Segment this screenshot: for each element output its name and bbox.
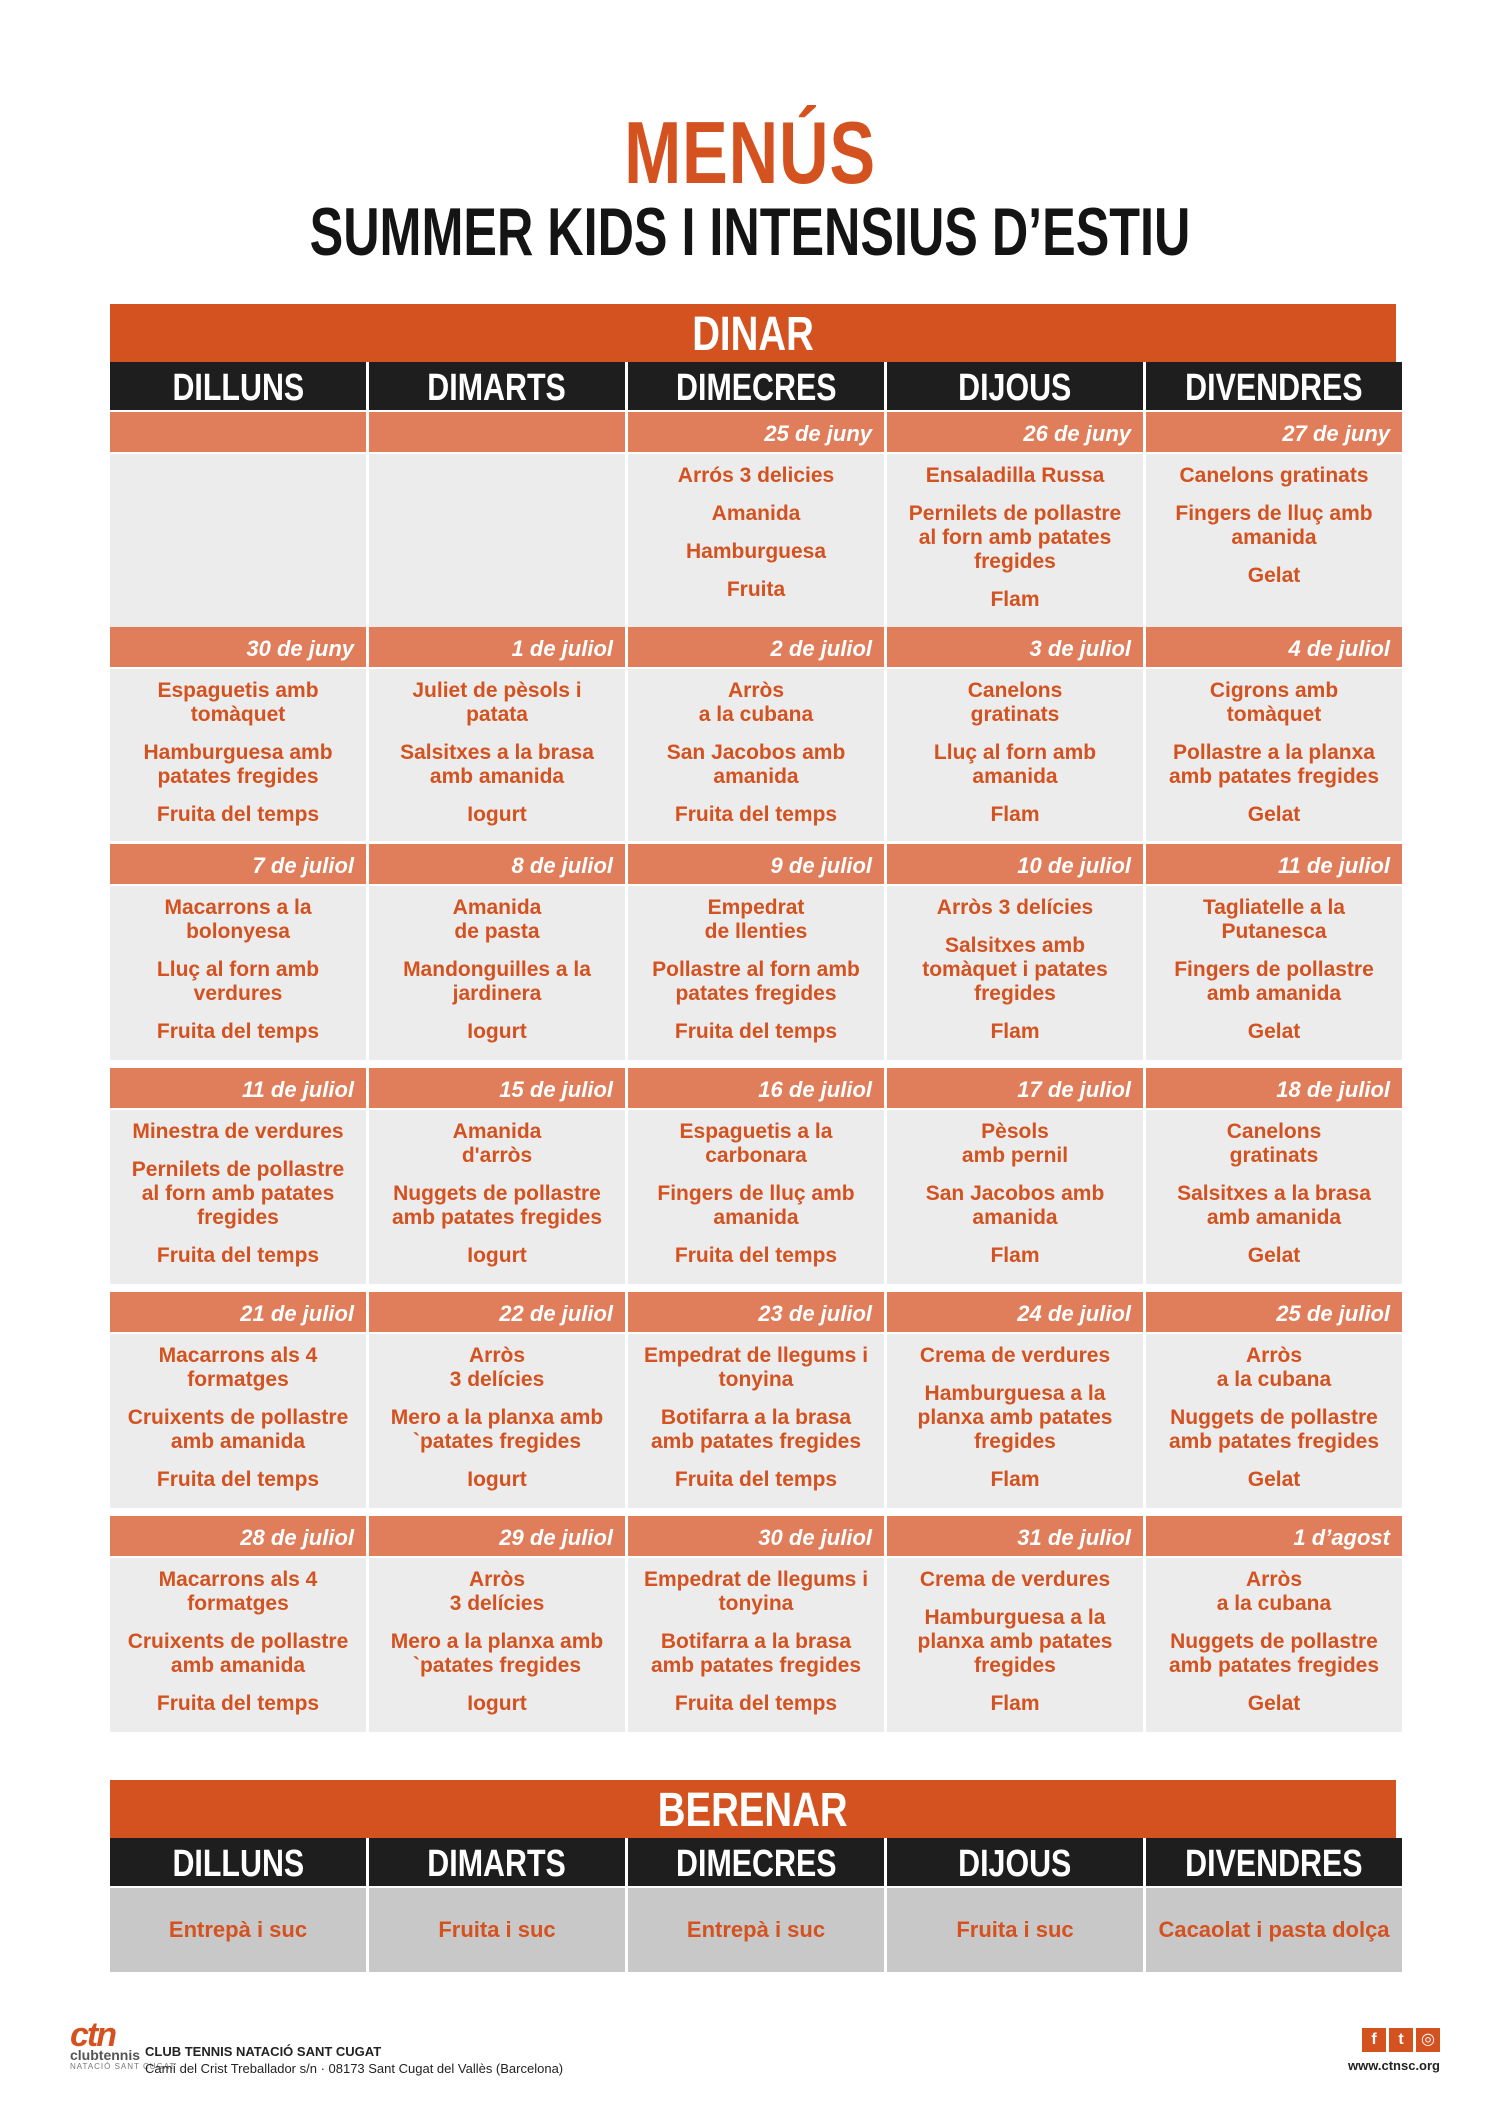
menu-item: Fingers de lluç amb amanida: [1175, 502, 1373, 549]
date-cell: [628, 627, 884, 667]
date-label: 16 de juliol: [758, 1077, 872, 1102]
date-cell: [110, 844, 366, 884]
snack-item: Entrepà i suc: [628, 1888, 884, 1972]
date-label: 29 de juliol: [499, 1525, 613, 1550]
date-cell: [1146, 1068, 1402, 1108]
facebook-icon[interactable]: f: [1362, 2028, 1386, 2052]
menu-cell: [887, 1110, 1143, 1284]
date-label: 27 de juny: [1282, 421, 1390, 446]
menu-item: Fruita del temps: [156, 1244, 320, 1267]
menu-item: Flam: [990, 1468, 1040, 1491]
menu-item: Crema de verdures: [919, 1568, 1111, 1591]
date-label: 8 de juliol: [511, 853, 613, 878]
menu-item: Fruita del temps: [156, 1692, 320, 1715]
menu-item: Mero a la planxa amb `patates fregides: [390, 1406, 604, 1453]
club-logo: ctn clubtennis NATACIÓ SANT CUGAT: [70, 2016, 176, 2071]
day-label: DIMECRES: [675, 1843, 837, 1885]
date-cell: [887, 627, 1143, 667]
date-cell: [110, 1068, 366, 1108]
page-subtitle: SUMMER KIDS I INTENSIUS D’ESTIU: [309, 194, 1191, 270]
day-label: DILLUNS: [172, 1843, 304, 1885]
date-label: 3 de juliol: [1029, 636, 1131, 661]
menu-item: Fruita del temps: [674, 803, 838, 826]
date-label: 17 de juliol: [1017, 1077, 1131, 1102]
snack-item: Cacaolat i pasta dolça: [1146, 1888, 1402, 1972]
date-label: 30 de juny: [246, 636, 354, 661]
date-label: 4 de juliol: [1288, 636, 1390, 661]
date-label: 7 de juliol: [252, 853, 354, 878]
menu-item: Empedrat de llegums i tonyina: [643, 1568, 869, 1615]
menu-cell: [1146, 1558, 1402, 1732]
date-cell: [110, 1292, 366, 1332]
menu-item: Hamburguesa amb patates fregides: [143, 741, 333, 788]
menu-cell: [628, 1334, 884, 1508]
menu-item: San Jacobos amb amanida: [666, 741, 846, 788]
date-label: 22 de juliol: [499, 1301, 613, 1326]
menu-item: Cigrons amb tomàquet: [1209, 679, 1339, 726]
menu-cell: [1146, 454, 1402, 628]
date-label: 30 de juliol: [758, 1525, 872, 1550]
date-label: 11 de juliol: [241, 1077, 354, 1102]
date-cell: [887, 844, 1143, 884]
menu-cell: [628, 454, 884, 628]
date-label: 28 de juliol: [240, 1525, 354, 1550]
date-cell: [369, 1292, 625, 1332]
date-cell: [369, 1068, 625, 1108]
menu-item: Lluç al forn amb verdures: [156, 958, 320, 1005]
menu-item: Empedrat de llenties: [704, 896, 808, 943]
date-cell: [628, 1516, 884, 1556]
day-header: [110, 1838, 366, 1886]
menu-item: Gelat: [1247, 1244, 1301, 1267]
day-header: [628, 362, 884, 410]
day-label: DIMARTS: [427, 367, 567, 409]
menu-item: Mero a la planxa amb `patates fregides: [390, 1630, 604, 1677]
menu-item: Iogurt: [467, 803, 527, 826]
date-cell: [110, 412, 366, 452]
day-header: [1146, 1838, 1402, 1886]
menu-cell: [887, 669, 1143, 841]
menu-cell: [628, 886, 884, 1060]
day-header: [110, 362, 366, 410]
menu-cell: [110, 454, 366, 628]
menu-item: Macarrons a la bolonyesa: [164, 896, 312, 943]
menu-item: Pernilets de pollastre al forn amb patates fregides: [131, 1158, 345, 1229]
menu-cell: [110, 669, 366, 841]
date-cell: [628, 844, 884, 884]
menu-cell: [369, 669, 625, 841]
menu-item: Arròs 3 delícies: [449, 1568, 545, 1615]
day-label: DIMECRES: [675, 367, 837, 409]
day-label: DIMARTS: [427, 1843, 567, 1885]
date-cell: [110, 627, 366, 667]
menu-item: Pollastre a la planxa amb patates fregides: [1168, 741, 1380, 788]
lunch-menu-table: [110, 362, 1400, 1732]
date-label: 1 de juliol: [511, 636, 613, 661]
snack-menu-table: [110, 1838, 1400, 1988]
date-cell: [369, 844, 625, 884]
date-cell: [628, 1068, 884, 1108]
menu-item: Amanida d'arròs: [452, 1120, 542, 1167]
menu-item: Botifarra a la brasa amb patates fregides: [650, 1630, 862, 1677]
menu-item: Fruita del temps: [156, 1020, 320, 1043]
menu-item: Macarrons als 4 formatges: [158, 1344, 318, 1391]
date-cell: [887, 1068, 1143, 1108]
menu-cell: [369, 454, 625, 628]
club-name: CLUB TENNIS NATACIÓ SANT CUGAT: [145, 2044, 382, 2059]
menu-item: Fruita del temps: [674, 1020, 838, 1043]
date-label: 15 de juliol: [499, 1077, 613, 1102]
date-label: 21 de juliol: [240, 1301, 354, 1326]
menu-item: Flam: [990, 803, 1040, 826]
menu-cell: [369, 1558, 625, 1732]
menu-item: Canelons gratinats: [1226, 1120, 1322, 1167]
date-cell: [369, 412, 625, 452]
day-header: [369, 362, 625, 410]
menu-cell: [1146, 669, 1402, 841]
menu-item: Salsitxes a la brasa amb amanida: [400, 741, 594, 788]
social-links: [1348, 2028, 1440, 2073]
snack-header: BERENAR: [110, 1780, 1396, 1838]
menu-cell: [369, 1334, 625, 1508]
menu-item: Pernilets de pollastre al forn amb patates fregides: [908, 502, 1122, 573]
date-cell: [628, 412, 884, 452]
menu-item: Arròs 3 delícies: [449, 1344, 545, 1391]
date-cell: [887, 1292, 1143, 1332]
day-header: [887, 1838, 1143, 1886]
menu-item: Iogurt: [467, 1020, 527, 1043]
date-label: 10 de juliol: [1017, 853, 1131, 878]
twitter-icon[interactable]: t: [1389, 2028, 1413, 2052]
menu-item: Hamburguesa a la planxa amb patates fregides: [917, 1382, 1113, 1453]
menu-item: Salsitxes a la brasa amb amanida: [1177, 1182, 1371, 1229]
menu-item: Gelat: [1247, 803, 1301, 826]
page-title: MENÚS: [624, 103, 876, 202]
menu-item: Fruita: [726, 578, 786, 601]
day-label: DIVENDRES: [1185, 1843, 1363, 1885]
menu-item: Arròs 3 delícies: [936, 896, 1094, 919]
date-label: 2 de juliol: [770, 636, 872, 661]
website-link[interactable]: www.ctnsc.org: [1348, 2058, 1440, 2073]
menu-item: Lluç al forn amb amanida: [933, 741, 1097, 788]
menu-item: Flam: [990, 1020, 1040, 1043]
menu-cell: [110, 1110, 366, 1284]
menu-cell: [628, 1110, 884, 1284]
date-cell: [1146, 627, 1402, 667]
menu-cell: [110, 1334, 366, 1508]
menu-item: Nuggets de pollastre amb patates fregides: [391, 1182, 603, 1229]
menu-item: Tagliatelle a la Putanesca: [1202, 896, 1345, 943]
date-cell: [1146, 1516, 1402, 1556]
date-cell: [369, 627, 625, 667]
menu-cell: [1146, 1110, 1402, 1284]
menu-item: Crema de verdures: [919, 1344, 1111, 1367]
day-header: [887, 362, 1143, 410]
date-cell: [1146, 844, 1402, 884]
date-label: 25 de juny: [764, 421, 872, 446]
day-label: DIVENDRES: [1185, 367, 1363, 409]
club-address: Camí del Crist Treballador s/n · 08173 Sant Cugat del Vallès (Barcelona): [145, 2061, 564, 2076]
date-cell: [1146, 1292, 1402, 1332]
date-cell: [628, 1292, 884, 1332]
menu-item: Gelat: [1247, 1020, 1301, 1043]
menu-item: Arròs a la cubana: [1216, 1344, 1332, 1391]
menu-item: Nuggets de pollastre amb patates fregides: [1168, 1406, 1380, 1453]
date-label: 24 de juliol: [1017, 1301, 1131, 1326]
date-cell: [110, 1516, 366, 1556]
menu-item: Salsitxes amb tomàquet i patates fregides: [922, 934, 1108, 1005]
menu-item: Nuggets de pollastre amb patates fregides: [1168, 1630, 1380, 1677]
day-header: [1146, 362, 1402, 410]
menu-item: Flam: [990, 1692, 1040, 1715]
menu-cell: [369, 886, 625, 1060]
menu-item: Iogurt: [467, 1244, 527, 1267]
day-label: DILLUNS: [172, 367, 304, 409]
snack-item: Entrepà i suc: [110, 1888, 366, 1972]
menu-item: Juliet de pèsols i patata: [412, 679, 582, 726]
date-cell: [369, 1516, 625, 1556]
menu-item: Espaguetis a la carbonara: [679, 1120, 833, 1167]
menu-cell: [628, 669, 884, 841]
menu-item: Amanida de pasta: [452, 896, 542, 943]
menu-item: Gelat: [1247, 564, 1301, 587]
menu-item: Fruita del temps: [156, 803, 320, 826]
menu-cell: [887, 1334, 1143, 1508]
menu-cell: [110, 886, 366, 1060]
menu-cell: [887, 886, 1143, 1060]
date-cell: [887, 412, 1143, 452]
snack-item: Fruita i suc: [887, 1888, 1143, 1972]
date-label: 26 de juny: [1023, 421, 1131, 446]
menu-item: Fruita del temps: [156, 1468, 320, 1491]
day-header: [628, 1838, 884, 1886]
menu-item: Iogurt: [467, 1468, 527, 1491]
menu-item: Fingers de pollastre amb amanida: [1174, 958, 1374, 1005]
menu-item: Espaguetis amb tomàquet: [157, 679, 319, 726]
menu-cell: [628, 1558, 884, 1732]
menu-item: Minestra de verdures: [132, 1120, 344, 1143]
club-address-block: [145, 2043, 563, 2077]
menu-cell: [110, 1558, 366, 1732]
date-label: 31 de juliol: [1017, 1525, 1131, 1550]
menu-cell: [1146, 1334, 1402, 1508]
menu-item: Fruita del temps: [674, 1692, 838, 1715]
menu-item: Hamburguesa a la planxa amb patates fregides: [917, 1606, 1113, 1677]
day-label: DIJOUS: [958, 1843, 1072, 1885]
menu-cell: [369, 1110, 625, 1284]
date-label: 9 de juliol: [770, 853, 872, 878]
menu-item: Amanida: [711, 502, 801, 525]
date-label: 25 de juliol: [1276, 1301, 1390, 1326]
date-label: 18 de juliol: [1276, 1077, 1390, 1102]
menu-item: Gelat: [1247, 1468, 1301, 1491]
menu-item: Ensaladilla Russa: [925, 464, 1105, 487]
menu-cell: [887, 454, 1143, 628]
menu-item: Cruixents de pollastre amb amanida: [127, 1630, 349, 1677]
date-label: 11 de juliol: [1277, 853, 1390, 878]
menu-item: San Jacobos amb amanida: [925, 1182, 1105, 1229]
menu-cell: [1146, 886, 1402, 1060]
menu-cell: [887, 1558, 1143, 1732]
menu-item: Canelons gratinats: [1179, 464, 1369, 487]
menu-item: Mandonguilles a la jardinera: [403, 958, 591, 1005]
menu-item: Canelons gratinats: [967, 679, 1063, 726]
lunch-header: DINAR: [110, 304, 1396, 362]
menu-item: Fruita del temps: [674, 1468, 838, 1491]
menu-item: Gelat: [1247, 1692, 1301, 1715]
menu-item: Flam: [990, 588, 1040, 611]
date-label: 23 de juliol: [758, 1301, 872, 1326]
snack-item: Fruita i suc: [369, 1888, 625, 1972]
menu-item: Macarrons als 4 formatges: [158, 1568, 318, 1615]
menu-item: Arròs a la cubana: [698, 679, 814, 726]
menu-item: Hamburguesa: [685, 540, 827, 563]
date-cell: [1146, 412, 1402, 452]
menu-item: Fingers de lluç amb amanida: [657, 1182, 855, 1229]
instagram-icon[interactable]: ◎: [1416, 2028, 1440, 2052]
menu-item: Empedrat de llegums i tonyina: [643, 1344, 869, 1391]
menu-item: Flam: [990, 1244, 1040, 1267]
menu-item: Arrós 3 delicies: [677, 464, 835, 487]
day-label: DIJOUS: [958, 367, 1072, 409]
day-header: [369, 1838, 625, 1886]
menu-item: Cruixents de pollastre amb amanida: [127, 1406, 349, 1453]
date-cell: [887, 1516, 1143, 1556]
menu-item: Pollastre al forn amb patates fregides: [652, 958, 860, 1005]
date-label: 1 d’agost: [1293, 1525, 1390, 1550]
menu-item: Iogurt: [467, 1692, 527, 1715]
menu-item: Pèsols amb pernil: [961, 1120, 1069, 1167]
menu-item: Fruita del temps: [674, 1244, 838, 1267]
menu-item: Arròs a la cubana: [1216, 1568, 1332, 1615]
menu-item: Botifarra a la brasa amb patates fregides: [650, 1406, 862, 1453]
